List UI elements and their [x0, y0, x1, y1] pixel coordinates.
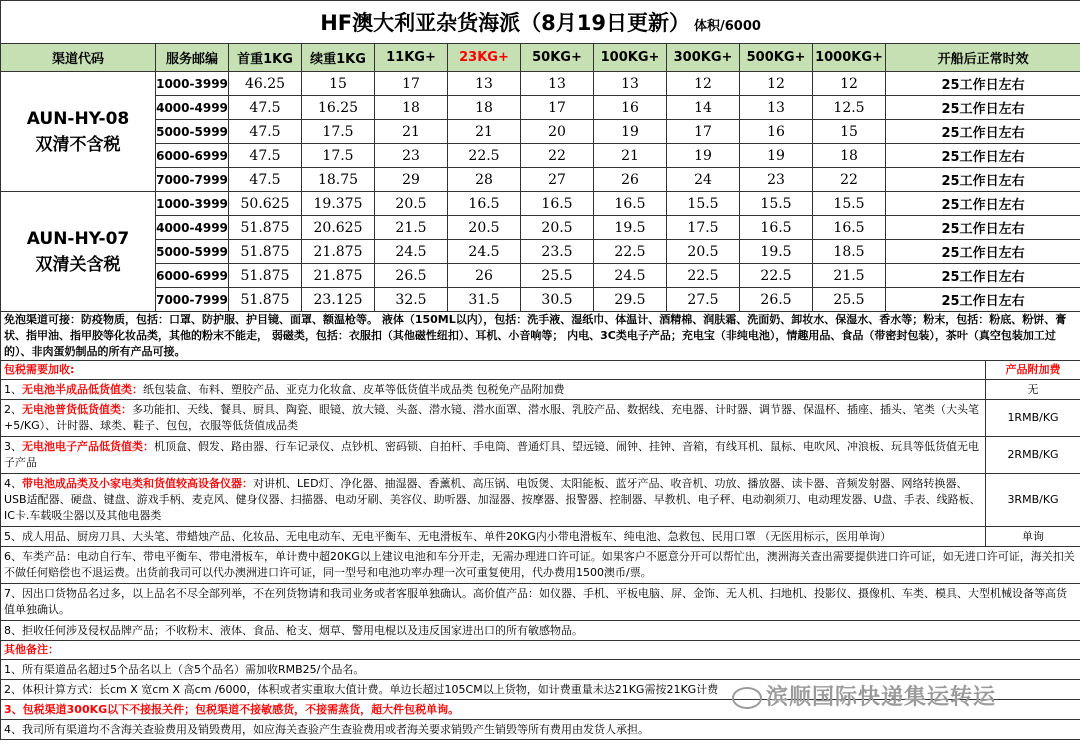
item-category: 无电池普货低货值类： [22, 403, 132, 416]
header-cell: 11KG+ [375, 44, 448, 72]
zip-range: 5000-5999 [156, 120, 229, 144]
rate-value: 31.5 [448, 288, 521, 312]
note-item-6: 6、车类产品：电动自行车、带电平衡车、带电滑板车，单计费中超20KG以上建议电池和车分开走，无需办理进口许可证。如果客户不愿意分开可以帮忙出，澳洲海关查出需要提供进口许可证，如无进口许可证，海关扣关不做任何赔偿也不退运费。出货前我司可以代办澳洲进口许可证，同一型号和电池功率办理一次可重复使用，代办费用1500澳币/票。 [1, 547, 1080, 584]
rate-value: 21 [448, 120, 521, 144]
surcharge-desc [1, 474, 986, 527]
zip-range: 4000-4999 [156, 96, 229, 120]
surcharge-fee: 3RMB/KG [986, 474, 1080, 527]
rate-value: 22.5 [448, 144, 521, 168]
rate-value: 13 [521, 72, 594, 96]
rate-value: 21.5 [813, 264, 886, 288]
watermark-text: 滨顺国际快递集运转运 [766, 685, 997, 710]
transit-time: 25工作日左右 [886, 216, 1080, 240]
note-item-8: 8、拒收任何涉及侵权品牌产品；不收粉末、液体、食品、枪支、烟草、警用电棍以及违反国家进出口的所有敏感物品。 [1, 621, 1080, 641]
rate-value: 18 [375, 96, 448, 120]
title-text: HF澳大利亚杂货海派（8月19日更新） [320, 11, 690, 35]
note-item-7: 7、因出口货物品名过多，以上品名不尽全部列举，不在列货物请和我司业务或者客服单独确认。高价值产品：如仪器、手机、平板电脑、屏、金饰、无人机、扫地机、投影仪、摄像机、车类、模具、大型机械设备等高货值单独确认。 [1, 584, 1080, 621]
rate-value: 32.5 [375, 288, 448, 312]
zip-range: 5000-5999 [156, 240, 229, 264]
rate-table [0, 0, 1080, 312]
rate-value: 16.5 [448, 192, 521, 216]
rate-value: 21.5 [375, 216, 448, 240]
item-body: 成人用品、厨房刀具、大头笔、带蜡烛产品、化妆品、无电电动车、无电平衡车、无电滑板车、单件20KG内小带电滑板车、纯电池、急救包、民用口罩 （无医用标示，医用单询） [22, 529, 892, 543]
header-cell: 23KG+ [448, 44, 521, 72]
rate-value: 19 [740, 144, 813, 168]
transit-time: 25工作日左右 [886, 264, 1080, 288]
zip-range: 6000-6999 [156, 144, 229, 168]
item-body: 多功能扣、天线、餐具、厨具、陶瓷、眼镜、放大镜、头盔、潜水镜、潜水面罩、潜水服、乳胶产品、数据线、充电器、计时器、调节器、保温杯、插座、插头、笔类（大头笔+5/KG）、计时器、球类、鞋子、包包，衣服等低货值成品类 [4, 403, 979, 432]
rate-value: 19.5 [740, 240, 813, 264]
rate-value: 51.875 [229, 240, 302, 264]
rate-row [1, 264, 1080, 288]
zip-range: 7000-7999 [156, 168, 229, 192]
channel-cell [1, 192, 156, 312]
zip-range: 7000-7999 [156, 288, 229, 312]
rate-value: 20.5 [448, 216, 521, 240]
notes-table [0, 311, 1080, 740]
surcharge-desc [1, 400, 986, 437]
rate-value: 28 [448, 168, 521, 192]
watermark [732, 680, 996, 711]
rate-value: 14 [667, 96, 740, 120]
rate-value: 20.5 [375, 192, 448, 216]
fee-header: 产品附加费 [986, 361, 1080, 380]
rate-value: 22 [521, 144, 594, 168]
item-category: 带电池成品类及小家电类和货值较高设备仪器： [22, 477, 253, 490]
rate-value: 15.5 [667, 192, 740, 216]
item-number: 3、 [4, 440, 22, 453]
rate-value: 13 [740, 96, 813, 120]
surcharge-fee: 2RMB/KG [986, 437, 1080, 474]
item-number: 2、 [4, 403, 22, 416]
channel-cell [1, 72, 156, 192]
rate-value: 51.875 [229, 264, 302, 288]
rate-value: 18.75 [302, 168, 375, 192]
rate-value: 16 [594, 96, 667, 120]
rate-value: 26.5 [375, 264, 448, 288]
surcharge-desc [1, 380, 986, 400]
rate-value: 12 [667, 72, 740, 96]
item-category: 无电池电子产品低货值类： [22, 440, 154, 453]
rate-value: 17 [521, 96, 594, 120]
rate-value: 23.5 [521, 240, 594, 264]
rate-row [1, 144, 1080, 168]
channel-desc: 双清关含税 [35, 254, 121, 275]
rate-value: 19 [667, 144, 740, 168]
wechat-icon [732, 687, 762, 709]
other-note-3: 3、包税渠道300KG以下不接报关件；包税渠道不接敏感货，不接需蒸货，超大件包税单询。 [1, 700, 1080, 720]
transit-time: 25工作日左右 [886, 96, 1080, 120]
header-cell: 首重1KG [229, 44, 302, 72]
rate-value: 17.5 [667, 216, 740, 240]
foam-body: 防疫物质，包括：口罩、防护服、护目镜、面罩、额温枪等。 液体（150ML以内），包括：洗手液、湿纸巾、体温计、酒精棉、润肤霜、洗面奶、卸妆水、保湿水、香水等；粉末，包括：粉底、粉饼、膏状、指甲油、指甲胶等化妆品类，其他的粉末不能走， 弱磁类，包括：衣服扣（其他磁性纽扣）、耳机、小音响等； 内电、3C类电子产品；充电宝（非纯电池），情趣用品、食品（带密封包装），茶叶（真空包装加工过的）、非肉蛋奶制品的所有产品可接。 [4, 313, 1067, 358]
rate-row [1, 288, 1080, 312]
header-cell: 100KG+ [594, 44, 667, 72]
transit-time: 25工作日左右 [886, 72, 1080, 96]
rate-value: 16.25 [302, 96, 375, 120]
rate-value: 18 [813, 144, 886, 168]
rate-value: 29.5 [594, 288, 667, 312]
rate-value: 22.5 [667, 264, 740, 288]
rate-value: 26.5 [740, 288, 813, 312]
rate-value: 47.5 [229, 96, 302, 120]
header-row [1, 44, 1080, 72]
rate-row [1, 168, 1080, 192]
rate-value: 46.25 [229, 72, 302, 96]
rate-value: 24.5 [594, 264, 667, 288]
rate-value: 19.5 [594, 216, 667, 240]
rate-value: 26 [448, 264, 521, 288]
zip-range: 6000-6999 [156, 264, 229, 288]
rate-value: 19 [594, 120, 667, 144]
surcharge-fee: 1RMB/KG [986, 400, 1080, 437]
rate-value: 22.5 [740, 264, 813, 288]
rate-value: 23 [740, 168, 813, 192]
surcharge-desc [1, 527, 986, 547]
rate-value: 17.5 [302, 120, 375, 144]
rate-value: 50.625 [229, 192, 302, 216]
rate-value: 16.5 [740, 216, 813, 240]
rate-value: 26 [594, 168, 667, 192]
transit-time: 25工作日左右 [886, 168, 1080, 192]
rate-row [1, 72, 1080, 96]
rate-value: 29 [375, 168, 448, 192]
transit-time: 25工作日左右 [886, 240, 1080, 264]
rate-body [1, 72, 1080, 312]
surcharge-fee: 无 [986, 380, 1080, 400]
rate-value: 22 [813, 168, 886, 192]
rate-value: 17 [375, 72, 448, 96]
rate-value: 19.375 [302, 192, 375, 216]
header-cell: 50KG+ [521, 44, 594, 72]
rate-value: 12 [740, 72, 813, 96]
rate-row [1, 216, 1080, 240]
surcharge-row [1, 400, 1080, 437]
item-body: 对讲机、LED灯、净化器、抽湿器、香薰机、高压锅、电饭煲、太阳能板、蓝牙产品、收音机、功放、播放器、读卡器、音频发射器、网络转换器、USB适配器、硬盘、键盘、游戏手柄、麦克风、健身仪器、扫描器、电动牙刷、美容仪、助听器、加湿器、按摩器、报警器、控制器、早教机、电子秤、电动剃须刀、电动理发器、U盘、手表、线路板、IC卡.车载吸尘器以及其他电器类 [4, 477, 981, 522]
other-note-2: 2、体积计算方式：长cm X 宽cm X 高cm /6000，体积或者实重取大值计费。单边长超过105CM以上货物，如计费重量未达21KG需按21KG计费 [1, 680, 1080, 700]
rate-value: 22.5 [594, 240, 667, 264]
surcharge-row [1, 474, 1080, 527]
item-body: 纸包装盒、布料、塑胶产品、亚克力化妆盒、皮革等低货值半成品类 包税免产品附加费 [143, 382, 565, 396]
surcharge-items [1, 380, 1080, 547]
other-note-1: 1、所有渠道品名超过5个品名以上（含5个品名）需加收RMB25/个品名。 [1, 660, 1080, 680]
rate-value: 12 [813, 72, 886, 96]
rate-value: 25.5 [813, 288, 886, 312]
rate-value: 20 [521, 120, 594, 144]
rate-value: 17 [667, 120, 740, 144]
transit-time: 25工作日左右 [886, 120, 1080, 144]
rate-value: 27.5 [667, 288, 740, 312]
rate-value: 16.5 [594, 192, 667, 216]
surcharge-row [1, 380, 1080, 400]
rate-row [1, 192, 1080, 216]
rate-value: 15 [302, 72, 375, 96]
rate-row [1, 240, 1080, 264]
rate-value: 18.5 [813, 240, 886, 264]
channel-code: AUN-HY-07 [26, 228, 130, 249]
rate-value: 23.125 [302, 288, 375, 312]
rate-value: 20.5 [667, 240, 740, 264]
rate-value: 47.5 [229, 120, 302, 144]
header-cell: 渠道代码 [1, 44, 156, 72]
channel-code: AUN-HY-08 [26, 108, 130, 129]
surcharge-row [1, 527, 1080, 547]
rate-value: 16.5 [521, 192, 594, 216]
transit-time: 25工作日左右 [886, 144, 1080, 168]
rate-value: 16.5 [813, 216, 886, 240]
rate-value: 23 [375, 144, 448, 168]
surcharge-fee: 单询 [986, 527, 1080, 547]
item-category: 无电池半成品低货值类： [22, 382, 143, 396]
transit-time: 25工作日左右 [886, 192, 1080, 216]
rate-value: 15.5 [740, 192, 813, 216]
rate-value: 21.875 [302, 240, 375, 264]
rate-value: 18 [448, 96, 521, 120]
header-cell: 500KG+ [740, 44, 813, 72]
rate-row [1, 96, 1080, 120]
rate-value: 27 [521, 168, 594, 192]
zip-range: 1000-3999 [156, 72, 229, 96]
item-body: 机顶盒、假发、路由器、行车记录仪、点钞机、密码锁、自拍杆、手电筒、普通灯具、望远镜、闹钟、挂钟、音箱，有线耳机、鼠标、电吹风、冲浪板、玩具等低货值无电子产品 [4, 440, 979, 469]
rate-value: 20.625 [302, 216, 375, 240]
item-number: 1、 [4, 382, 22, 396]
sheet-title [1, 1, 1080, 44]
other-note-4: 4、我司所有渠道均不含海关查验费用及销毁费用，如应海关查验产生查验费用或者海关要求销毁产生销毁等所有费用由发货人承担。 [1, 720, 1080, 740]
channel-desc: 双清不含税 [35, 134, 121, 155]
rate-value: 13 [448, 72, 521, 96]
rate-value: 47.5 [229, 168, 302, 192]
rate-value: 12.5 [813, 96, 886, 120]
rate-value: 13 [594, 72, 667, 96]
rate-value: 15.5 [813, 192, 886, 216]
rate-value: 47.5 [229, 144, 302, 168]
item-number: 4、 [4, 477, 22, 490]
other-header: 其他备注： [1, 641, 1080, 660]
rate-value: 17.5 [302, 144, 375, 168]
zip-range: 4000-4999 [156, 216, 229, 240]
rate-value: 21.875 [302, 264, 375, 288]
rate-value: 16 [740, 120, 813, 144]
rate-value: 51.875 [229, 288, 302, 312]
header-cell: 续重1KG [302, 44, 375, 72]
rate-value: 15 [813, 120, 886, 144]
header-cell: 300KG+ [667, 44, 740, 72]
transit-time: 25工作日左右 [886, 288, 1080, 312]
header-cell: 服务邮编 [156, 44, 229, 72]
tax-header: 包税需要加收: [1, 361, 986, 380]
rate-value: 24.5 [448, 240, 521, 264]
rate-row [1, 120, 1080, 144]
rate-value: 24.5 [375, 240, 448, 264]
volume-note: 体积/6000 [693, 19, 761, 34]
rate-value: 51.875 [229, 216, 302, 240]
rate-value: 21 [375, 120, 448, 144]
surcharge-desc [1, 437, 986, 474]
surcharge-row [1, 437, 1080, 474]
rate-value: 24 [667, 168, 740, 192]
header-cell: 1000KG+ [813, 44, 886, 72]
rate-value: 20.5 [521, 216, 594, 240]
zip-range: 1000-3999 [156, 192, 229, 216]
item-number: 5、 [4, 529, 22, 543]
foam-note [1, 312, 1080, 361]
foam-label: 免泡渠道可接： [4, 313, 81, 326]
header-cell: 开船后正常时效 [886, 44, 1080, 72]
rate-value: 30.5 [521, 288, 594, 312]
rate-value: 21 [594, 144, 667, 168]
rate-value: 25.5 [521, 264, 594, 288]
